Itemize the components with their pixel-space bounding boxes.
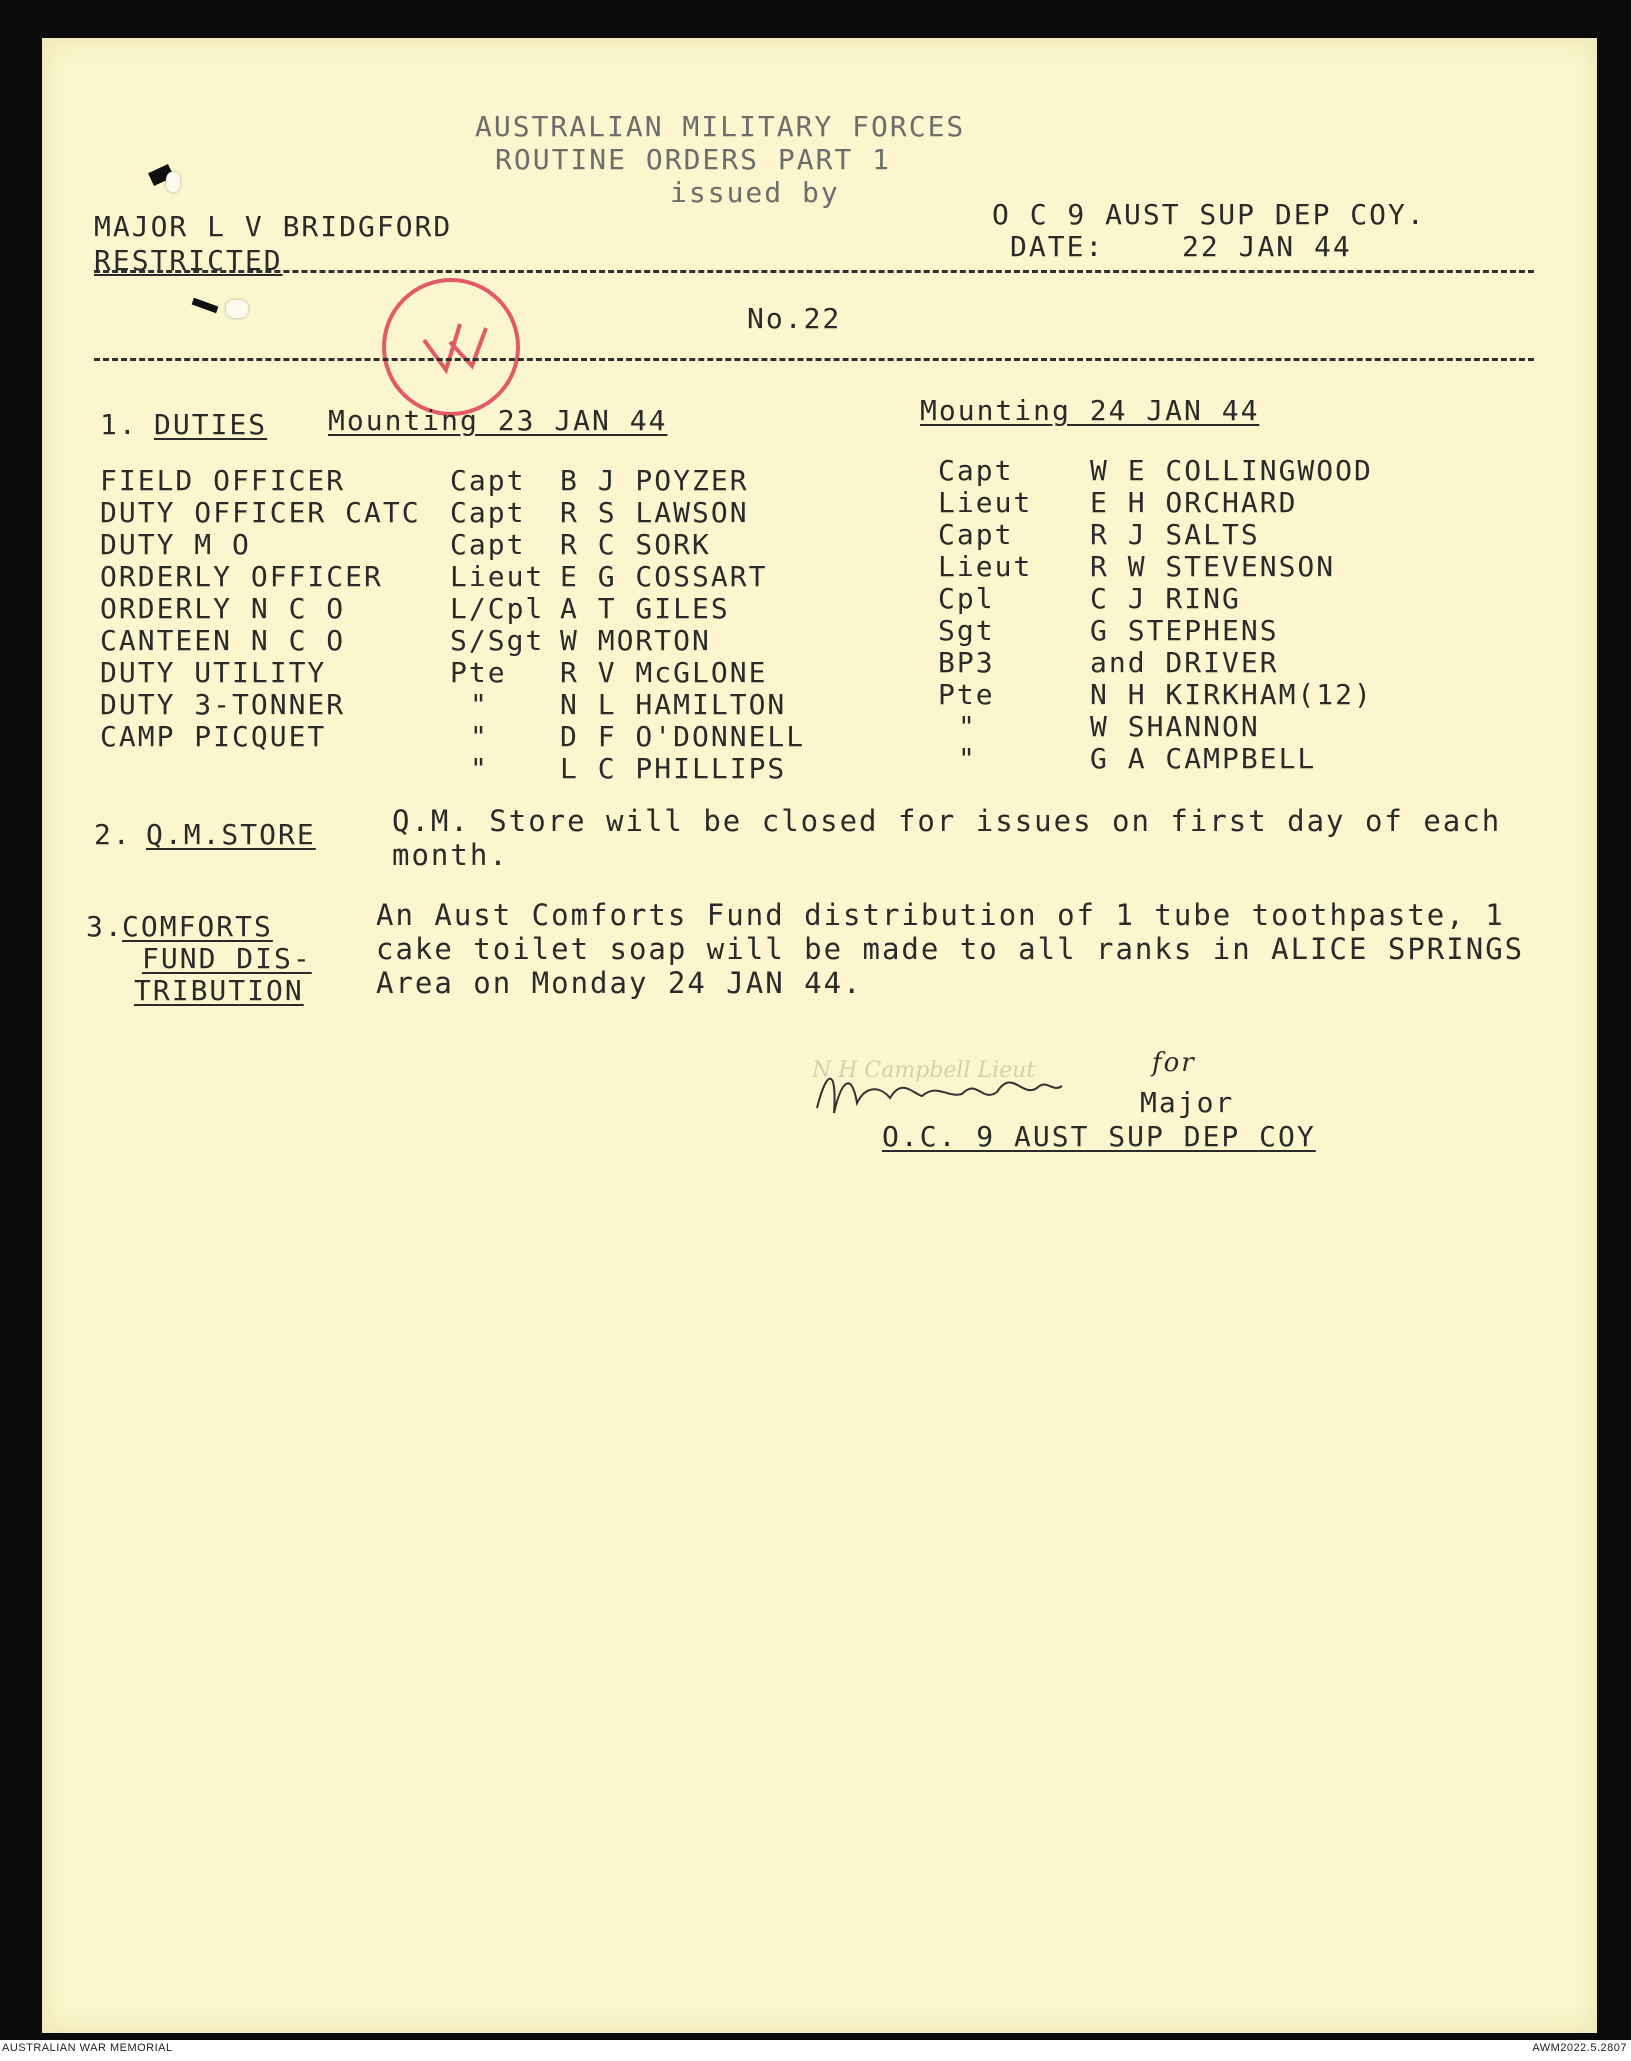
name-23: D F O'DONNELL [560,720,806,753]
rank-23: Capt [450,464,526,497]
date-line [1010,230,1352,263]
qm-store-text: Q.M. Store will be closed for issues on first day of each month. [392,804,1502,872]
duty-label: DUTY OFFICER CATC [100,496,421,529]
duty-label: DUTY UTILITY [100,656,327,689]
comforts-title-line1: COMFORTS [122,910,273,943]
name-23: R C SORK [560,528,711,561]
duty-label: ORDERLY N C O [100,592,346,625]
order-number: No.22 [747,302,842,335]
name-23: R S LAWSON [560,496,749,529]
name-24: W E COLLINGWOOD [1090,454,1373,487]
rank-24: Sgt [938,614,995,647]
red-stamp [382,278,520,416]
comforts-title-line2: FUND DIS- [142,942,312,975]
signature-for: for [1152,1048,1196,1078]
rank-24: " [958,710,977,743]
header-issued-by: issued by [670,176,840,209]
signature-name-text: N H Campbell Lieut [812,1058,1036,1083]
issuer-name: MAJOR L V BRIDGFORD [94,210,453,243]
qm-store-title: Q.M.STORE [146,818,316,851]
rank-23: L/Cpl [450,592,545,625]
rank-23: S/Sgt [450,624,545,657]
signature-title: O.C. 9 AUST SUP DEP COY [882,1120,1316,1153]
rank-23: Lieut [450,560,545,593]
comforts-text: An Aust Comforts Fund distribution of 1 tube toothpaste, 1 cake toilet soap will be made to all ranks in ALICE SPRINGS Area on Monday 24 JAN 44. [376,898,1525,1000]
duties-title: DUTIES [154,408,268,441]
rank-24: Pte [938,678,995,711]
duty-label: DUTY 3-TONNER [100,688,346,721]
rank-24: BP3 [938,646,995,679]
comforts-number: 3. [86,910,124,943]
name-24: C J RING [1090,582,1241,615]
footer-left: AUSTRALIAN WAR MEMORIAL [2,2042,173,2054]
signature-rank: Major [1140,1086,1235,1119]
document-page [42,38,1597,2033]
duty-label: CANTEEN N C O [100,624,346,657]
name-24: G STEPHENS [1090,614,1279,647]
name-24: E H ORCHARD [1090,486,1298,519]
rank-24: Cpl [938,582,995,615]
header-routine-orders: ROUTINE ORDERS PART 1 [495,143,892,176]
duty-label: ORDERLY OFFICER [100,560,383,593]
qm-store-number: 2. [94,818,132,851]
date-label: DATE: [1010,230,1105,263]
name-23: E G COSSART [560,560,768,593]
name-23: L C PHILLIPS [560,752,787,785]
name-24: and DRIVER [1090,646,1279,679]
rank-23: Capt [450,496,526,529]
name-23: R V McGLONE [560,656,768,689]
punch-mark-bottom [192,298,219,313]
mounting-23-label: Mounting 23 JAN 44 [328,404,668,437]
mounting-24-label: Mounting 24 JAN 44 [920,394,1260,427]
separator-top [94,270,1534,273]
name-24: R J SALTS [1090,518,1260,551]
rank-24: Capt [938,454,1014,487]
name-24: R W STEVENSON [1090,550,1336,583]
rank-24: Lieut [938,486,1033,519]
rank-24: Capt [938,518,1014,551]
rank-23: Pte [450,656,507,689]
rank-23: " [470,752,489,785]
header-forces: AUSTRALIAN MILITARY FORCES [475,110,966,143]
restricted-label: RESTRICTED [94,244,283,277]
rank-24: " [958,742,977,775]
name-24: N H KIRKHAM(12) [1090,678,1373,711]
duty-label: FIELD OFFICER [100,464,346,497]
name-23: W MORTON [560,624,711,657]
stamp-mark-icon [386,282,516,412]
name-23: N L HAMILTON [560,688,787,721]
punch-hole-bottom [226,300,248,318]
rank-23: " [470,688,489,721]
date-value: 22 JAN 44 [1182,230,1352,263]
duties-number: 1. [100,408,138,441]
comforts-title-line3: TRIBUTION [134,974,304,1007]
separator-middle [94,358,1534,361]
name-24: G A CAMPBELL [1090,742,1317,775]
punch-hole-top [166,172,180,192]
name-23: B J POYZER [560,464,749,497]
name-23: A T GILES [560,592,730,625]
rank-23: Capt [450,528,526,561]
rank-23: " [470,720,489,753]
duty-label: DUTY M O [100,528,251,561]
rank-24: Lieut [938,550,1033,583]
duty-label: CAMP PICQUET [100,720,327,753]
footer-right: AWM2022.5.2807 [1532,2042,1627,2054]
unit-name: O C 9 AUST SUP DEP COY. [992,198,1426,231]
name-24: W SHANNON [1090,710,1260,743]
